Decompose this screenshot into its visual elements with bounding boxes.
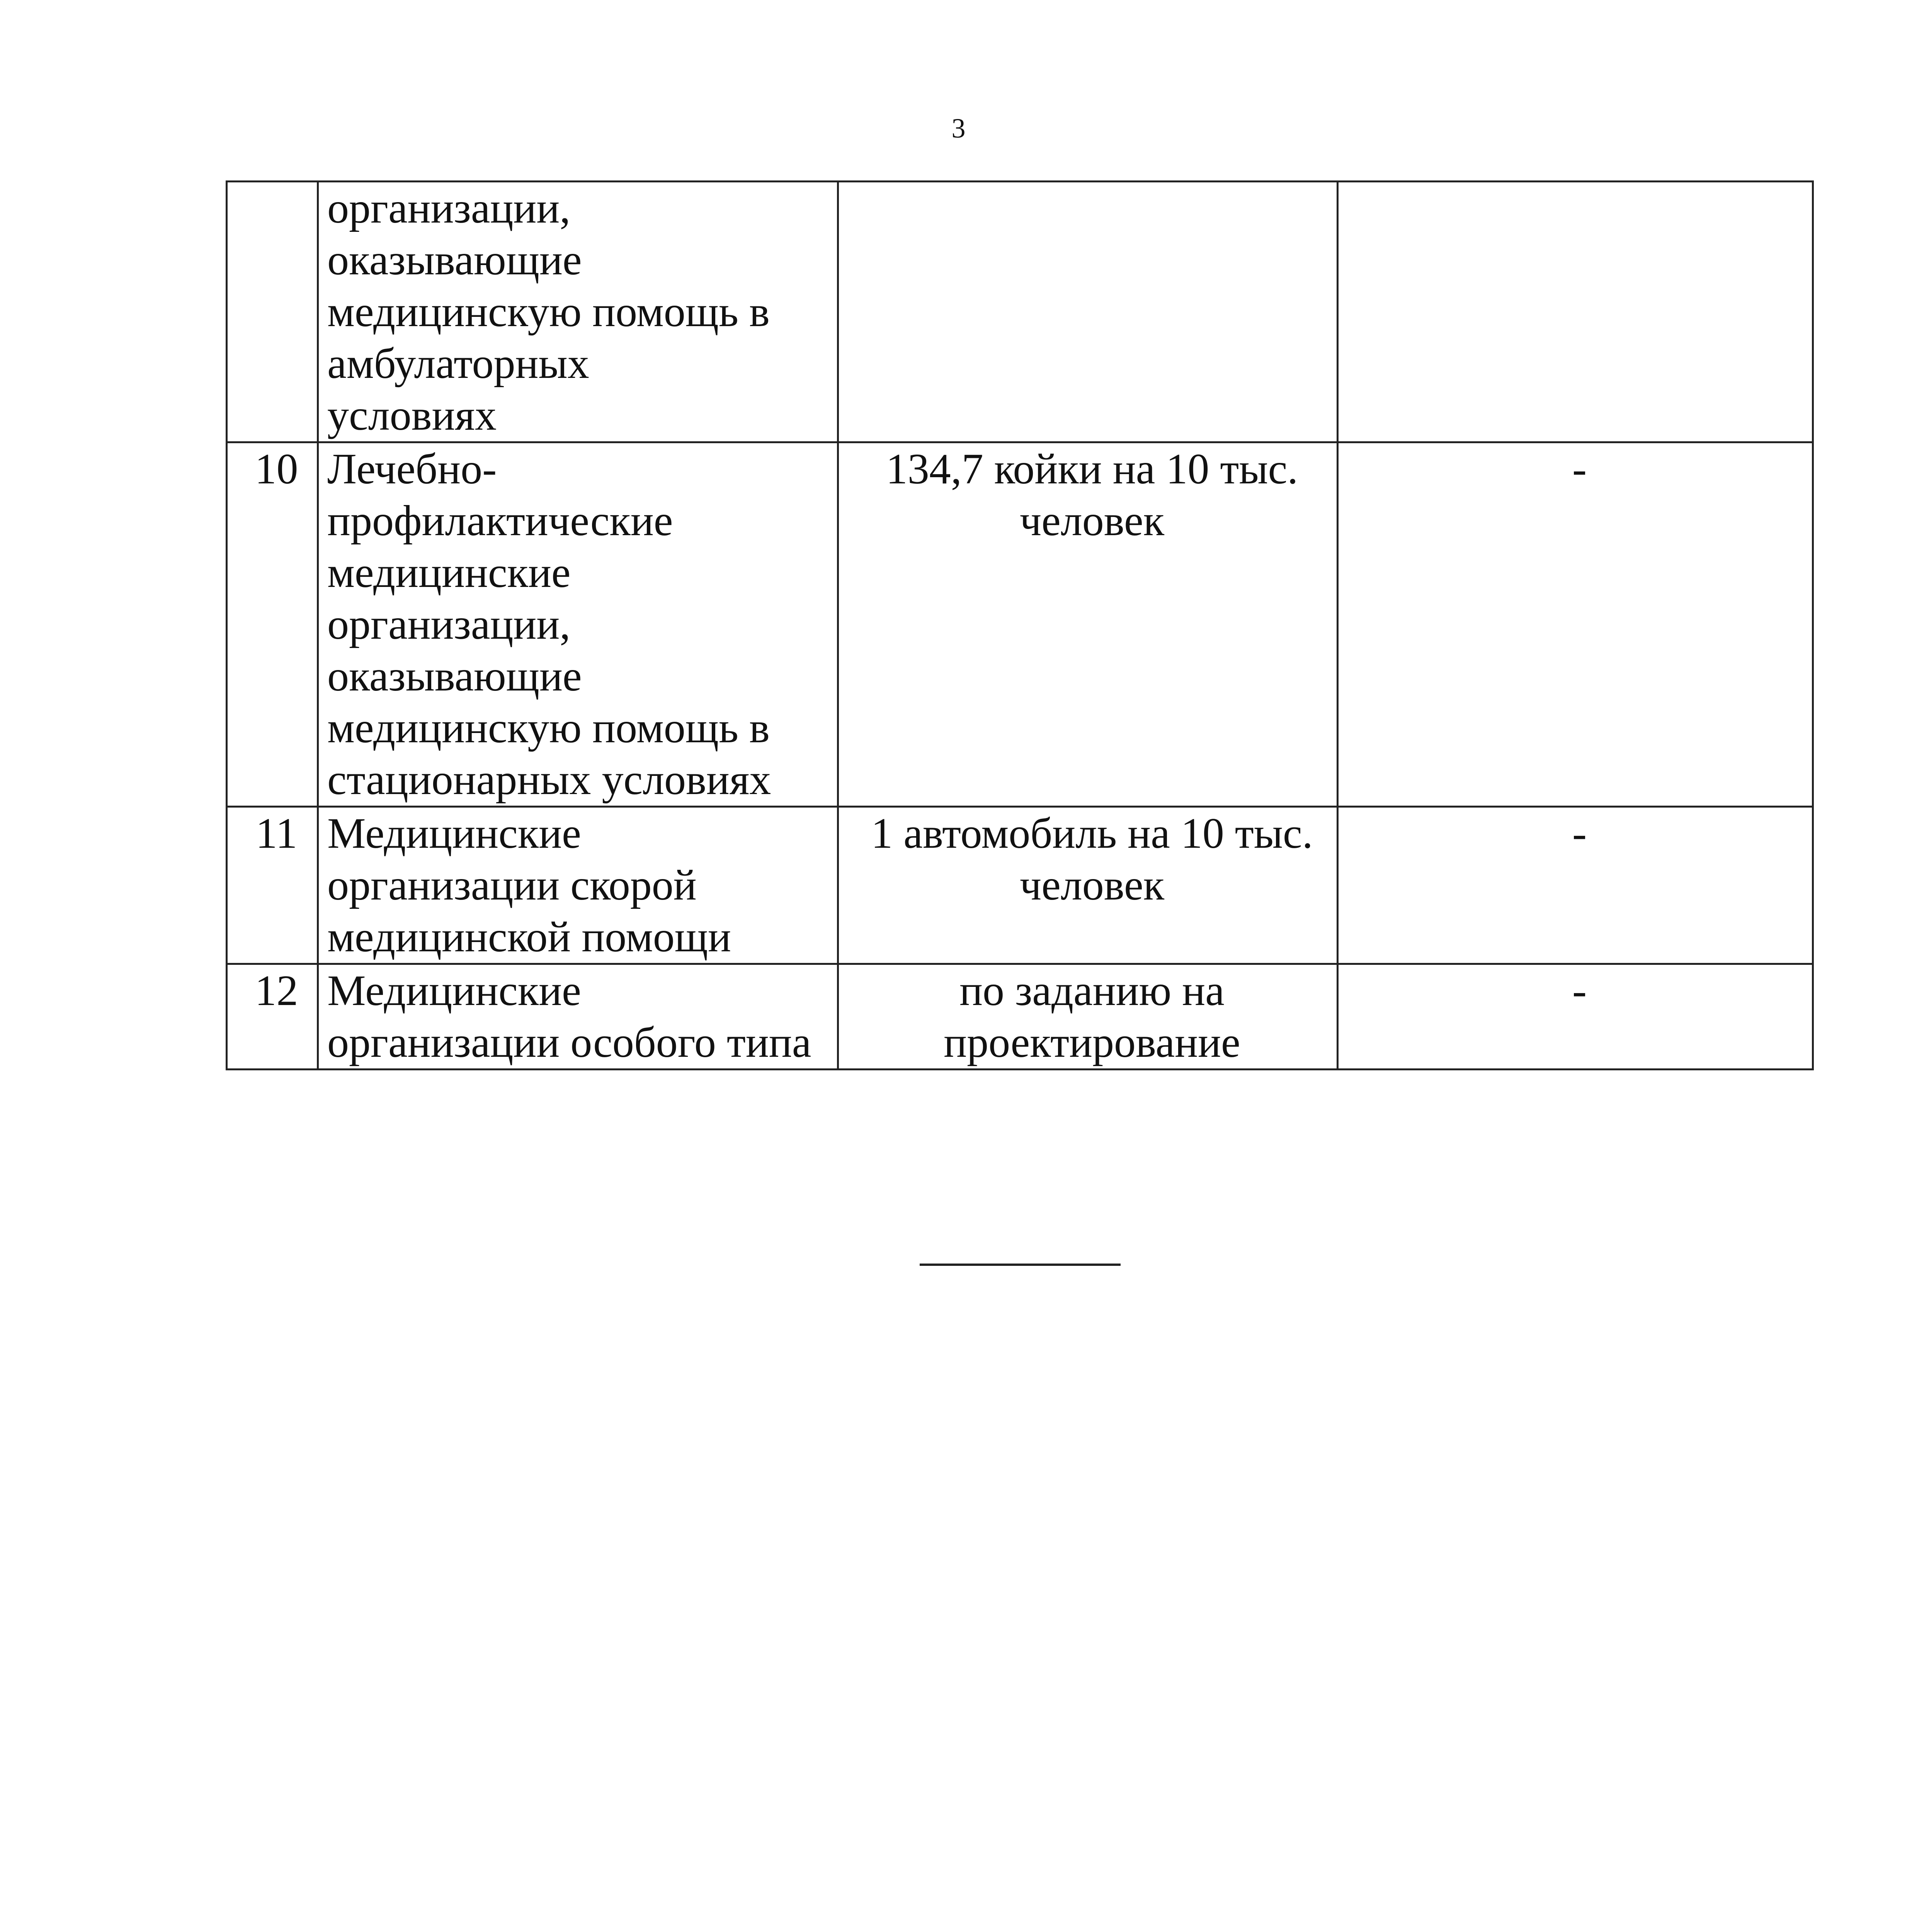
note-value: - — [1338, 964, 1813, 1070]
facility-name-line: оказывающие — [327, 652, 582, 700]
facility-name-line: медицинскую помощь в — [327, 288, 770, 336]
facility-name — [318, 964, 838, 1070]
row-number: 10 — [227, 442, 318, 807]
facility-name-line: Медицинские — [327, 967, 581, 1015]
facility-name-line: оказывающие — [327, 236, 582, 284]
page-number: 3 — [951, 113, 966, 144]
facility-name-line: организации скорой — [327, 861, 697, 909]
facility-name-line: организации особого типа — [327, 1019, 811, 1066]
note-value: - — [1338, 442, 1813, 807]
facility-name-line: медицинскую помощь в — [327, 704, 770, 752]
facility-name-line: медицинские — [327, 549, 571, 597]
facility-name-line: стационарных условиях — [327, 756, 771, 804]
norm-value — [838, 182, 1338, 442]
row-number: 11 — [227, 807, 318, 964]
row-number — [227, 182, 318, 442]
row-number: 12 — [227, 964, 318, 1070]
facility-name-line: Лечебно- — [327, 445, 497, 493]
facilities-table — [226, 180, 1814, 1070]
facility-name — [318, 442, 838, 807]
table-row — [227, 442, 1813, 807]
norm-value: по заданию на проектирование — [838, 964, 1338, 1070]
note-value: - — [1338, 807, 1813, 964]
facility-name-line: амбулаторных — [327, 340, 589, 388]
table-row — [227, 807, 1813, 964]
facility-name — [318, 182, 838, 442]
facility-name — [318, 807, 838, 964]
norm-value: 134,7 койки на 10 тыс. человек — [838, 442, 1338, 807]
facility-name-line: профилактические — [327, 497, 673, 545]
table-row — [227, 182, 1813, 442]
table-row — [227, 964, 1813, 1070]
facility-name-line: Медицинские — [327, 810, 581, 857]
facility-name-line: организации, — [327, 184, 571, 232]
note-value — [1338, 182, 1813, 442]
facility-name-line: условиях — [327, 391, 497, 439]
norm-value: 1 автомобиль на 10 тыс. человек — [838, 807, 1338, 964]
end-divider — [920, 1264, 1121, 1266]
facility-name-line: организации, — [327, 600, 571, 648]
facility-name-line: медицинской помощи — [327, 913, 731, 961]
